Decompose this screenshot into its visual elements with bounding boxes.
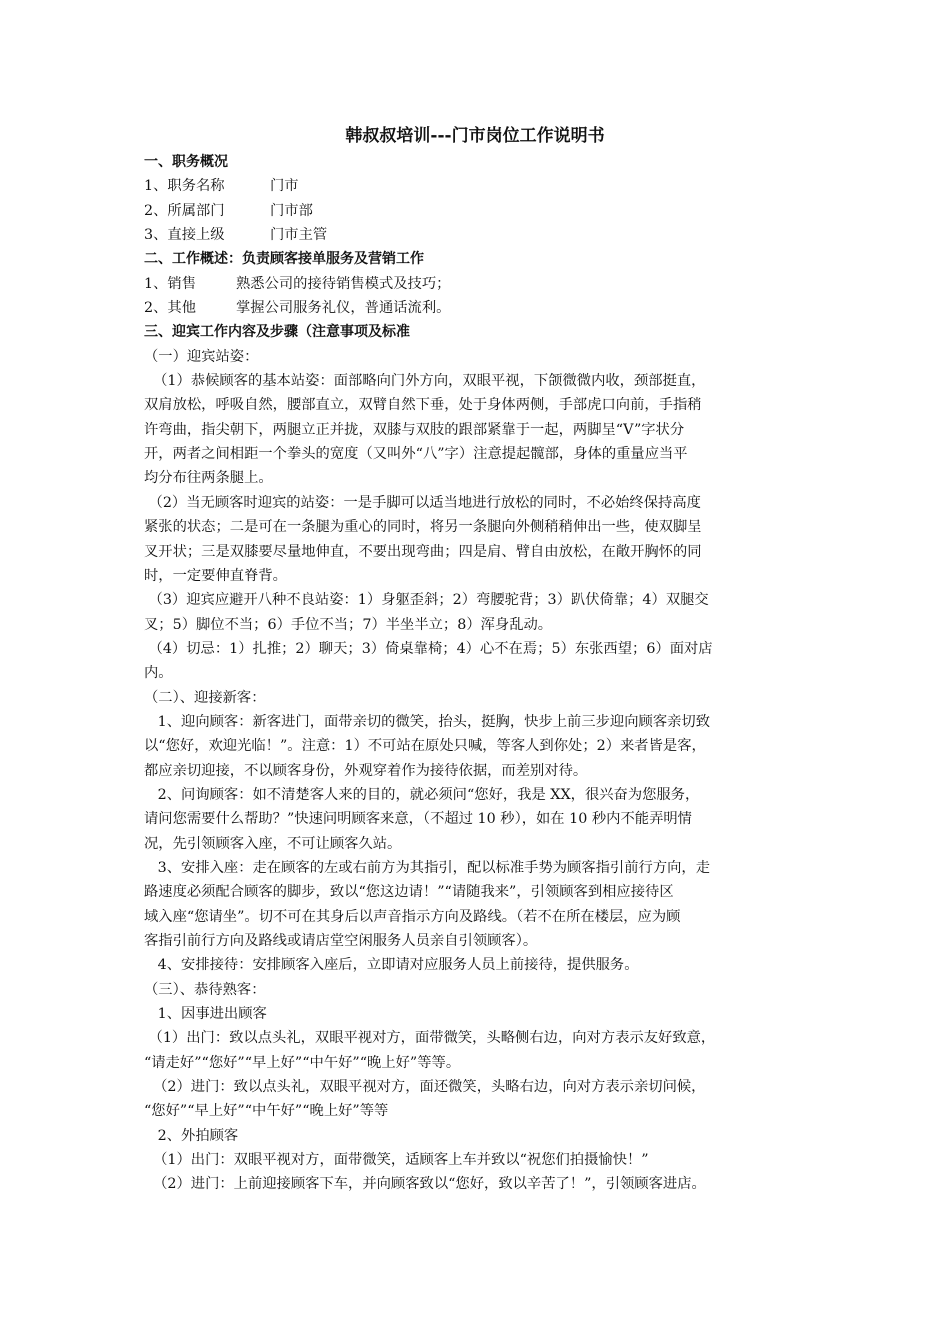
paragraph-line: 2、外拍顾客 bbox=[144, 1127, 239, 1144]
row-value: 掌握公司服务礼仪，普通话流利。 bbox=[236, 300, 451, 317]
document-body bbox=[144, 150, 820, 1197]
paragraph-line: 域入座“您请坐”。切不可在其身后以声音指示方向及路线。（若不在所在楼层，应为顾 bbox=[144, 908, 681, 925]
paragraph-line: 紧张的状态；二是可在一条腿为重心的同时，将另一条腿向外侧稍稍伸出一些，使双脚呈 bbox=[144, 519, 702, 536]
paragraph-line: 叉开状；三是双膝要尽量地伸直，不要出现弯曲；四是肩、臂自由放松，在敞开胸怀的同 bbox=[144, 543, 702, 560]
row-label: 2、其他 bbox=[144, 300, 196, 317]
paragraph-line: 内。 bbox=[144, 665, 173, 682]
paragraph-line: （1）出门：致以点头礼，双眼平视对方，面带微笑，头略侧右边，向对方表示友好致意， bbox=[144, 1030, 716, 1047]
paragraph-line: （2）进门：致以点头礼，双眼平视对方，面还微笑，头略右边，向对方表示亲切问候， bbox=[144, 1079, 706, 1096]
paragraph-line: 许弯曲，指尖朝下，两腿立正并拢，双膝与双肢的跟部紧靠于一起，两脚呈“V”字状分 bbox=[144, 421, 685, 438]
paragraph-line: 叉；5）脚位不当；6）手位不当；7）半坐半立；8）浑身乱动。 bbox=[144, 616, 553, 633]
paragraph-line: 均分布往两条腿上。 bbox=[144, 470, 273, 487]
paragraph-line: （4）切忌：1）扎推；2）聊天；3）倚桌靠椅；4）心不在焉；5）东张西望；6）面对店 bbox=[144, 640, 713, 657]
paragraph-line: （2）进门：上前迎接顾客下车，并向顾客致以“您好，致以辛苦了！”，引领顾客进店。 bbox=[144, 1176, 706, 1193]
row-label: 1、销售 bbox=[144, 275, 196, 292]
paragraph-line: “请走好”“您好”“早上好”“中午好”“晚上好”等等。 bbox=[144, 1054, 461, 1071]
section-heading: 二、工作概述：负责顾客接单服务及营销工作 bbox=[144, 251, 424, 268]
paragraph-line: （三）、恭待熟客： bbox=[144, 981, 266, 998]
paragraph-line: 时，一定要伸直脊背。 bbox=[144, 567, 287, 584]
section-heading: 三、迎宾工作内容及步骤（注意事项及标准 bbox=[144, 324, 410, 341]
job-summary-row bbox=[144, 272, 820, 296]
page-title: 韩叔叔培训---门市岗位工作说明书 bbox=[345, 126, 605, 146]
section-body bbox=[144, 345, 820, 1197]
job-summary-row bbox=[144, 296, 820, 320]
paragraph-line: （2）当无顾客时迎宾的站姿：一是手脚可以适当地进行放松的同时，不必始终保持高度 bbox=[144, 494, 701, 511]
section-heading: 一、职务概况 bbox=[144, 154, 228, 170]
job-info-row bbox=[144, 174, 820, 198]
paragraph-line: 开，两者之间相距一个拳头的宽度（又叫外“八”字）注意提起髋部，身体的重量应当平 bbox=[144, 446, 688, 463]
row-label: 3、直接上级 bbox=[144, 227, 225, 244]
paragraph-line: 1、迎向顾客：新客进门，面带亲切的微笑，抬头，挺胸，快步上前三步迎向顾客亲切致 bbox=[144, 713, 711, 730]
row-value: 熟悉公司的接待销售模式及技巧； bbox=[236, 275, 451, 292]
paragraph-line: （3）迎宾应避开八种不良站姿：1）身躯歪斜；2）弯腰驼背；3）趴伏倚靠；4）双腿交 bbox=[144, 592, 709, 609]
row-label: 2、所属部门 bbox=[144, 202, 225, 219]
paragraph-line: “您好”“早上好”“中午好”“晚上好”等等 bbox=[144, 1103, 389, 1120]
paragraph-line: （二）、迎接新客： bbox=[144, 689, 266, 706]
job-info-row bbox=[144, 223, 820, 247]
paragraph-line: 都应亲切迎接，不以顾客身份，外观穿着作为接待依据，而差别对待。 bbox=[144, 762, 588, 779]
paragraph-line: 况，先引领顾客入座，不可让顾客久站。 bbox=[144, 835, 402, 852]
paragraph-line: （1）出门：双眼平视对方，面带微笑，适顾客上车并致以“祝您们拍摄愉快！” bbox=[144, 1152, 649, 1169]
paragraph-line: 路速度必须配合顾客的脚步，致以“您这边请！”“请随我来”，引领顾客到相应接待区 bbox=[144, 884, 674, 901]
row-value: 门市主管 bbox=[270, 227, 328, 244]
row-value: 门市 bbox=[270, 178, 299, 195]
paragraph-line: 1、因事进出顾客 bbox=[144, 1006, 267, 1023]
paragraph-line: 双肩放松，呼吸自然，腰部直立，双臂自然下垂，处于身体两侧，手部虎口向前，手指稍 bbox=[144, 397, 702, 414]
job-info-row bbox=[144, 199, 820, 223]
row-label: 1、职务名称 bbox=[144, 178, 225, 195]
paragraph-line: 3、安排入座：走在顾客的左或右前方为其指引，配以标准手势为顾客指引前行方向，走 bbox=[144, 859, 711, 876]
row-value: 门市部 bbox=[270, 202, 313, 219]
paragraph-line: 4、安排接待：安排顾客入座后，立即请对应服务人员上前接待，提供服务。 bbox=[144, 957, 639, 974]
paragraph-line: 以“您好，欢迎光临！”。注意：1）不可站在原处只喊，等客人到你处；2）来者皆是客， bbox=[144, 738, 706, 755]
paragraph-line: 请问您需要什么帮助？”快速问明顾客来意，（不超过 10 秒），如在 10 秒内不能弄明情 bbox=[144, 811, 692, 828]
paragraph-line: （一）迎宾站姿： bbox=[144, 348, 259, 365]
paragraph-line: （1）恭候顾客的基本站姿：面部略向门外方向，双眼平视，下颌微微内收，颈部挺直， bbox=[144, 373, 706, 390]
paragraph-line: 客指引前行方向及路线或请店堂空闲服务人员亲自引领顾客）。 bbox=[144, 933, 538, 949]
paragraph-line: 2、问询顾客：如不清楚客人来的目的，就必须问“您好，我是 XX，很兴奋为您服务， bbox=[144, 786, 700, 803]
